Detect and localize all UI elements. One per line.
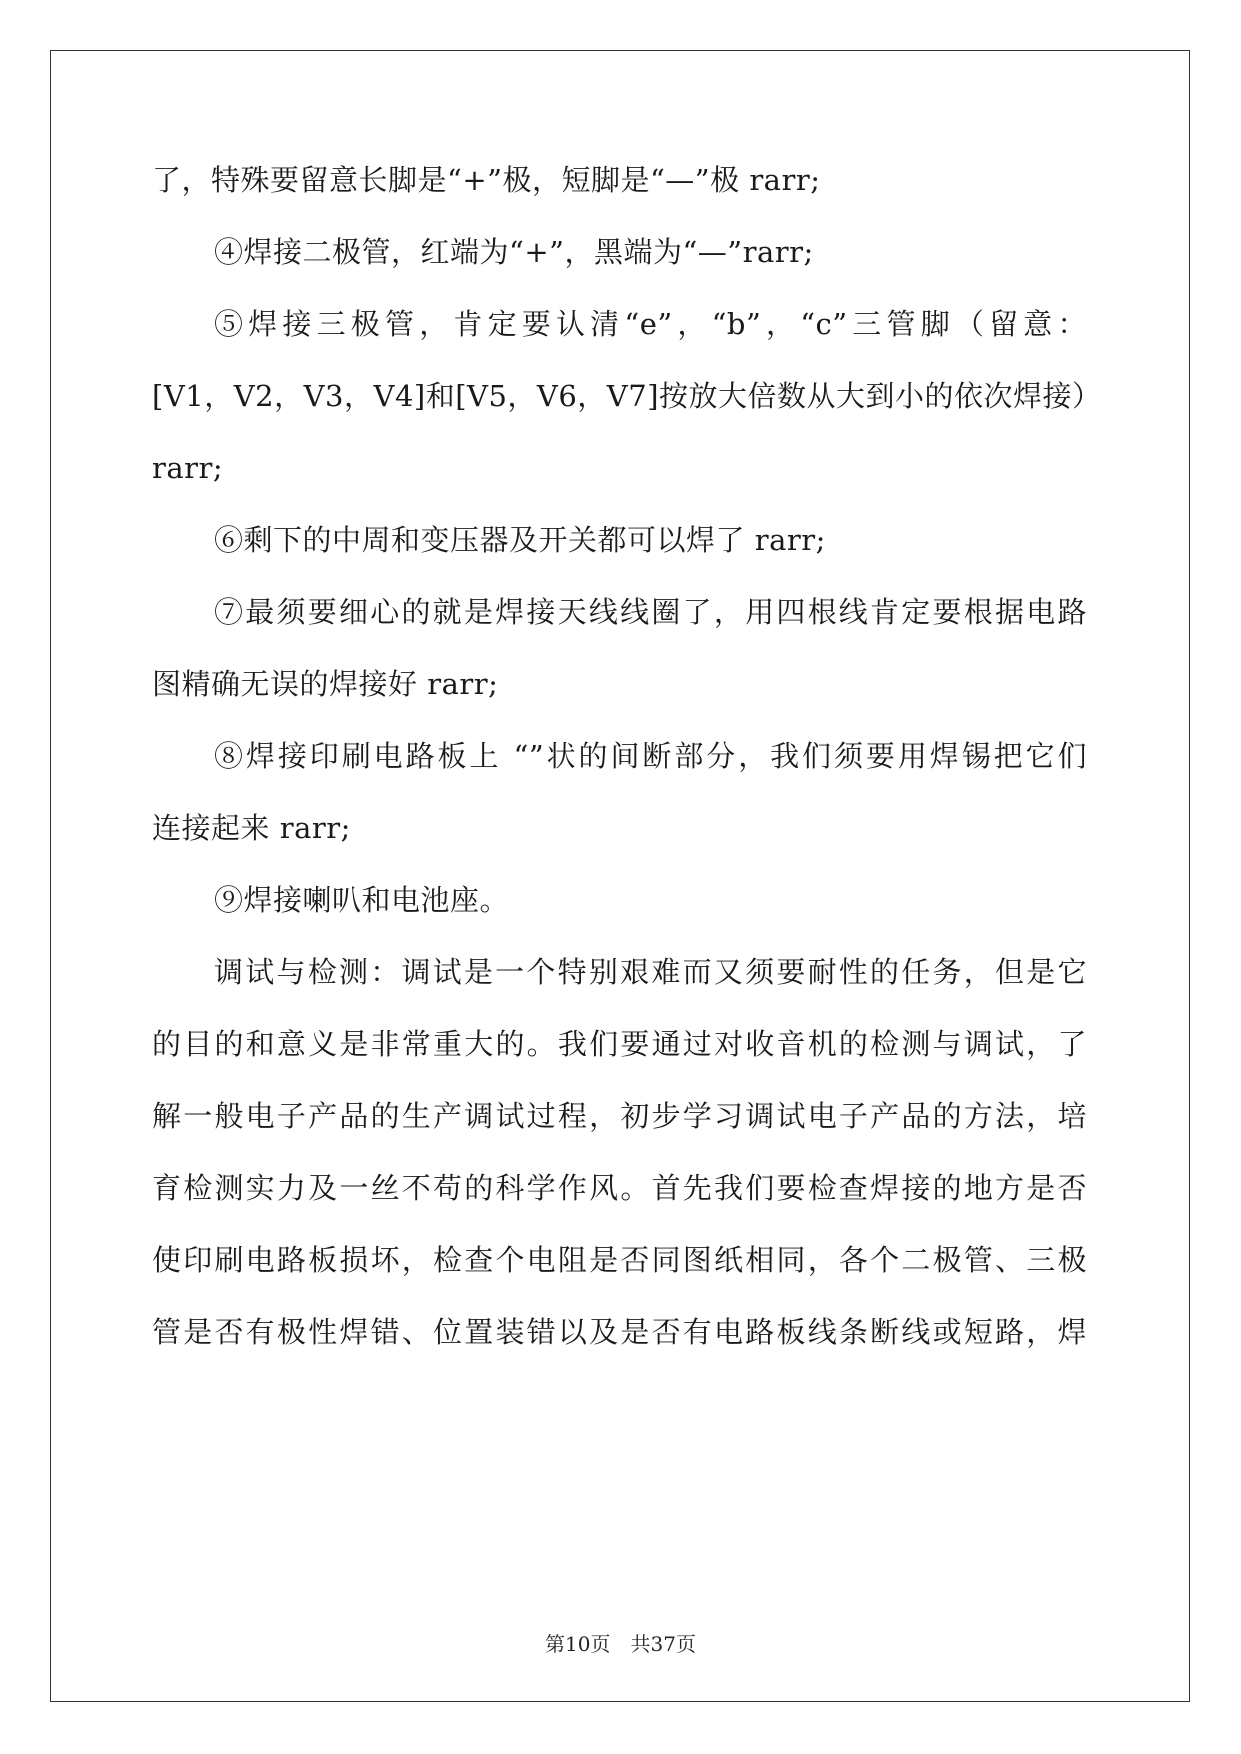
- page-number: 第10页 共37页: [545, 1632, 696, 1656]
- text-line: 了，特殊要留意长脚是“+”极，短脚是“—”极 rarr;: [152, 163, 821, 197]
- text-line: 图精确无误的焊接好 rarr;: [152, 667, 499, 701]
- text-line: ⑦最须要细心的就是焊接天线线圈了，用四根线肯定要根据电路: [214, 595, 1087, 629]
- text-line: 调试与检测：调试是一个特别艰难而又须要耐性的任务，但是它: [214, 955, 1087, 989]
- text-line: 的目的和意义是非常重大的。我们要通过对收音机的检测与调试，了: [152, 1027, 1087, 1061]
- text-line: ⑥剩下的中周和变压器及开关都可以焊了 rarr;: [214, 523, 826, 557]
- text-line: 解一般电子产品的生产调试过程，初步学习调试电子产品的方法，培: [152, 1099, 1087, 1133]
- text-line: ⑨焊接喇叭和电池座。: [214, 883, 510, 917]
- text-line: 管是否有极性焊错、位置装错以及是否有电路板线条断线或短路，焊: [152, 1315, 1087, 1349]
- text-line: 使印刷电路板损坏，检查个电阻是否同图纸相同，各个二极管、三极: [152, 1243, 1087, 1277]
- text-line: ④焊接二极管，红端为“+”，黑端为“—”rarr;: [214, 235, 814, 269]
- page-border: [50, 50, 1190, 1702]
- text-line: rarr;: [152, 451, 224, 485]
- text-line: [V1，V2，V3，V4]和[V5，V6，V7]按放大倍数从大到小的依次焊接）: [152, 379, 1102, 413]
- text-line: 连接起来 rarr;: [152, 811, 351, 845]
- text-line: 育检测实力及一丝不苟的科学作风。首先我们要检查焊接的地方是否: [152, 1171, 1087, 1205]
- text-line: ⑤焊接三极管，肯定要认清“e”，“b”，“c”三管脚（留意：: [214, 307, 1087, 341]
- text-line: ⑧焊接印刷电路板上 “”状的间断部分，我们须要用焊锡把它们: [214, 739, 1087, 773]
